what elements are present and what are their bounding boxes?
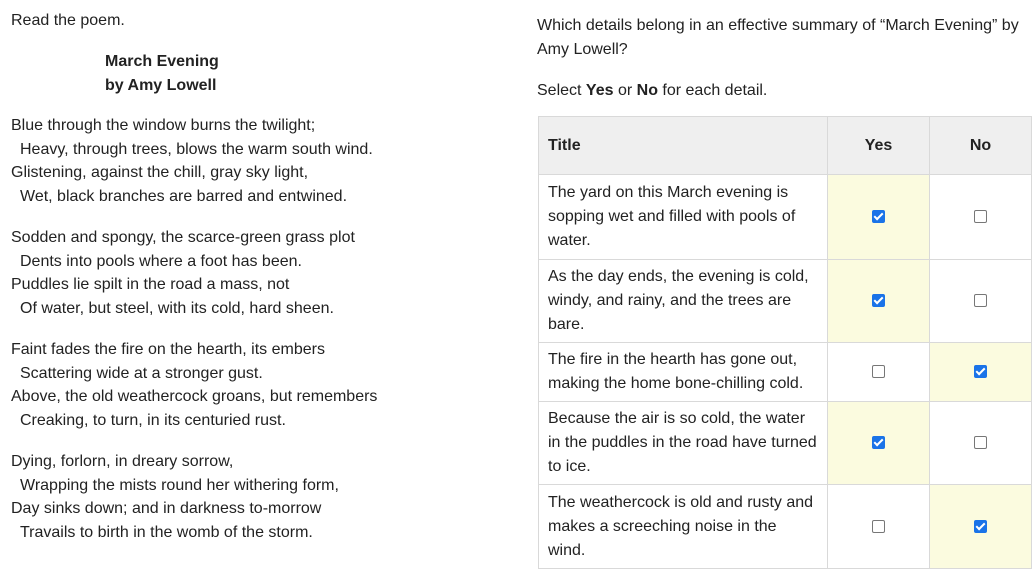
poem-line: Wet, black branches are barred and entwined. <box>20 188 348 206</box>
no-checkbox[interactable] <box>974 436 987 449</box>
poem-byline: by Amy Lowell <box>105 77 217 94</box>
yes-cell[interactable] <box>828 175 930 260</box>
yes-cell[interactable] <box>828 343 930 402</box>
poem-stanza-1 <box>11 114 373 209</box>
yes-cell[interactable] <box>828 402 930 485</box>
no-checkbox[interactable] <box>974 520 987 533</box>
instruction-text: for each detail. <box>657 82 768 99</box>
poem-line: Dying, forlorn, in dreary sorrow, <box>11 453 234 470</box>
yes-cell[interactable] <box>828 485 930 569</box>
instruction-text: or <box>613 82 637 99</box>
table-header-row <box>539 117 1032 175</box>
no-checkbox[interactable] <box>974 210 987 223</box>
table-row <box>539 175 1032 260</box>
detail-text: The yard on this March evening is sopping wet and filled with pools of water. <box>539 175 828 260</box>
yes-cell[interactable] <box>828 260 930 343</box>
yes-checkbox[interactable] <box>872 294 885 307</box>
poem-stanza-3 <box>11 338 377 433</box>
question-prompt: Which details belong in an effective summary of “March Evening” by Amy Lowell? <box>537 17 1019 58</box>
poem-line: Travails to birth in the womb of the storm. <box>20 524 313 542</box>
column-header-title: Title <box>539 117 828 175</box>
detail-text: The fire in the hearth has gone out, making the home bone-chilling cold. <box>539 343 828 402</box>
poem-line: Day sinks down; and in darkness to-morrow <box>11 500 322 518</box>
selection-instruction <box>537 79 767 103</box>
reading-instruction: Read the poem. <box>11 12 125 29</box>
poem-line: Puddles lie spilt in the road a mass, not <box>11 276 290 294</box>
poem-heading <box>105 50 219 98</box>
table-row <box>539 260 1032 343</box>
instruction-no: No <box>636 82 658 99</box>
no-cell[interactable] <box>930 485 1032 569</box>
yes-checkbox[interactable] <box>872 365 885 378</box>
column-header-no: No <box>930 117 1032 175</box>
table-row <box>539 343 1032 402</box>
detail-text: Because the air is so cold, the water in the puddles in the road have turned to ice. <box>539 402 828 485</box>
poem-line: Wrapping the mists round her withering form, <box>20 476 339 494</box>
poem-stanza-2 <box>11 226 355 321</box>
detail-text: As the day ends, the evening is cold, windy, and rainy, and the trees are bare. <box>539 260 828 343</box>
poem-line: Faint fades the fire on the hearth, its embers <box>11 341 325 358</box>
no-cell[interactable] <box>930 175 1032 260</box>
poem-title: March Evening <box>105 53 219 70</box>
poem-line: Glistening, against the chill, gray sky light, <box>11 164 309 182</box>
poem-line: Heavy, through trees, blows the warm south wind. <box>20 140 373 158</box>
poem-line: Of water, but steel, with its cold, hard sheen. <box>20 300 334 318</box>
no-checkbox[interactable] <box>974 365 987 378</box>
table-row <box>539 402 1032 485</box>
poem-line: Creaking, to turn, in its centuried rust. <box>20 412 286 430</box>
column-header-yes: Yes <box>828 117 930 175</box>
yes-checkbox[interactable] <box>872 520 885 533</box>
no-cell[interactable] <box>930 402 1032 485</box>
poem-line: Dents into pools where a foot has been. <box>20 252 302 270</box>
no-cell[interactable] <box>930 260 1032 343</box>
instruction-text: Select <box>537 82 586 99</box>
instruction-yes: Yes <box>585 82 614 99</box>
poem-line: Above, the old weathercock groans, but remembers <box>11 388 378 406</box>
poem-line: Sodden and spongy, the scarce-green grass plot <box>11 229 355 246</box>
poem-line: Scattering wide at a stronger gust. <box>20 364 263 382</box>
no-checkbox[interactable] <box>974 294 987 307</box>
yes-checkbox[interactable] <box>872 210 885 223</box>
summary-details-table <box>538 116 1032 569</box>
poem-stanza-4 <box>11 450 339 545</box>
no-cell[interactable] <box>930 343 1032 402</box>
yes-checkbox[interactable] <box>872 436 885 449</box>
detail-text: The weathercock is old and rusty and makes a screeching noise in the wind. <box>539 485 828 569</box>
table-row <box>539 485 1032 569</box>
poem-line: Blue through the window burns the twilight; <box>11 117 316 134</box>
